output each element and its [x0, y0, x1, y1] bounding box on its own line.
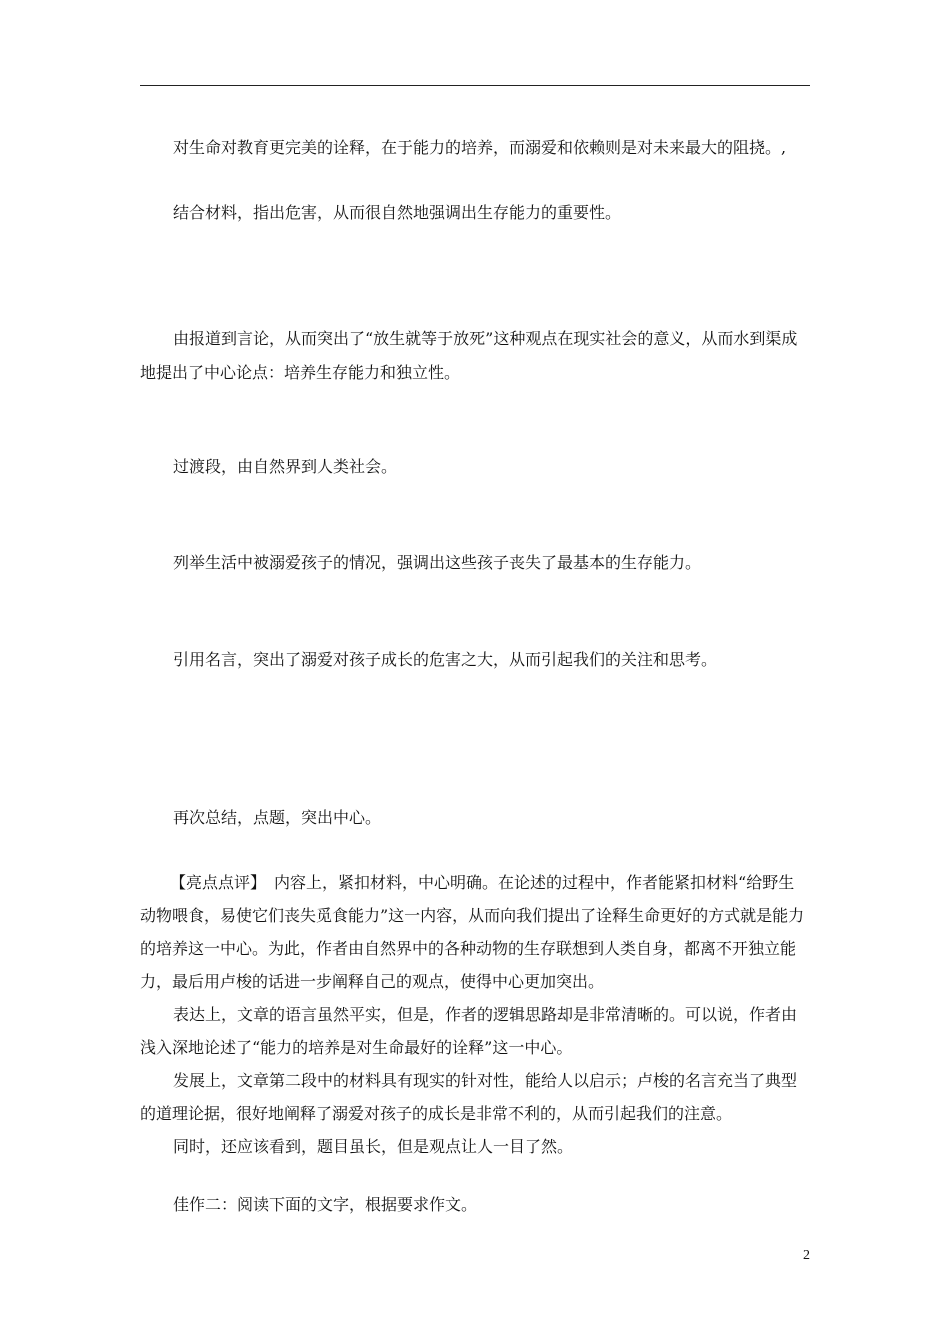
paragraph-6: 引用名言，突出了溺爱对孩子成长的危害之大，从而引起我们的关注和思考。: [173, 650, 718, 669]
page-number: 2: [803, 1248, 810, 1263]
commentary-development: 发展上，文章第二段中的材料具有现实的针对性，能给人以启示；卢梭的名言充当了典型的道理论据，很好地阐释了溺爱对孩子的成长是非常不利的，从而引起我们的注意。: [140, 1071, 798, 1123]
paragraph-2: 结合材料，指出危害，从而很自然地强调出生存能力的重要性。: [173, 203, 622, 222]
paragraph-7: 再次总结，点题，突出中心。: [173, 808, 382, 827]
header-rule: [140, 85, 810, 86]
commentary-closing: 同时，还应该看到，题目虽长，但是观点让人一目了然。: [173, 1137, 574, 1156]
commentary-intro-text: 内容上，紧扣材料，中心明确。在论述的过程中，作者能紧扣材料“给野生动物喂食，易使它们丧失觅食能力”这一内容，从而向我们提出了诠释生命更好的方式就是能力的培养这一中心。为此，作者由自然界中的各种动物的生存联想到人类自身，都离不开独立能力，最后用卢梭的话进一步阐释自己的观点，使得中心更加突出。: [140, 873, 805, 991]
commentary-intro: [140, 866, 810, 998]
paragraph-3: 由报道到言论，从而突出了“放生就等于放死”这种观点在现实社会的意义，从而水到渠成地提出了中心论点：培养生存能力和独立性。: [140, 329, 798, 382]
commentary-tag: 【亮点点评】: [170, 873, 267, 892]
paragraph-5: 列举生活中被溺爱孩子的情况，强调出这些孩子丧失了最基本的生存能力。: [173, 553, 702, 572]
paragraph-1: 对生命对教育更完美的诠释，在于能力的培养，而溺爱和依赖则是对未来最大的阻挠。,: [173, 138, 787, 157]
paragraph-4: 过渡段，由自然界到人类社会。: [173, 457, 398, 476]
next-heading: 佳作二：阅读下面的文字，根据要求作文。: [173, 1195, 478, 1214]
commentary-expression: 表达上，文章的语言虽然平实，但是，作者的逻辑思路却是非常清晰的。可以说，作者由浅入深地论述了“能力的培养是对生命最好的诠释”这一中心。: [140, 1005, 798, 1057]
